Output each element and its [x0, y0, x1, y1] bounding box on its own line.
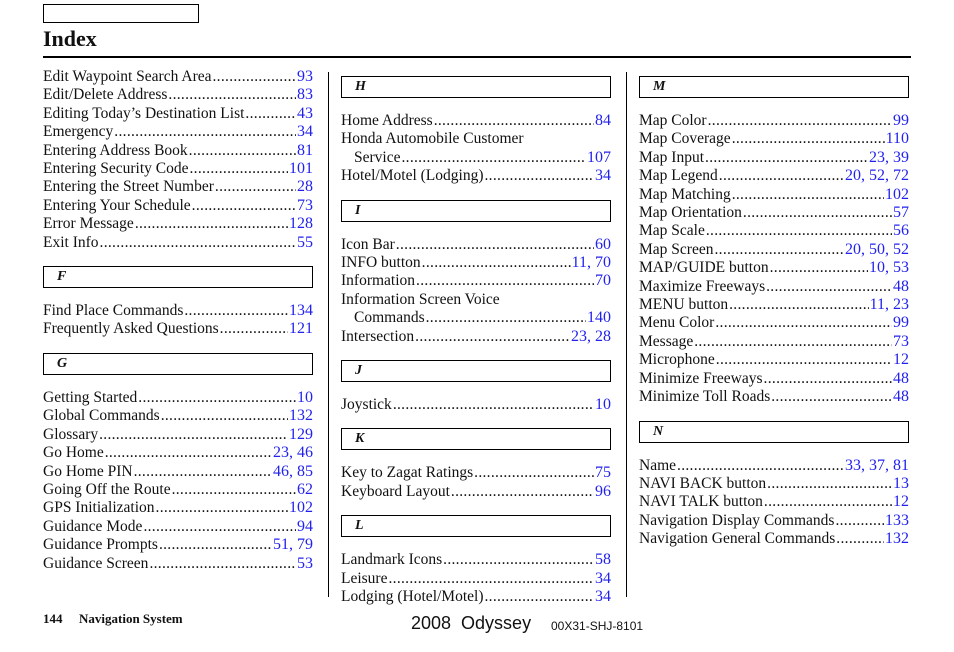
- entry-name: GPS Initialization: [43, 499, 155, 517]
- entry-pages[interactable]: 101: [289, 160, 313, 178]
- entry-name: Commands: [354, 309, 425, 327]
- entry-name: Message: [639, 332, 694, 350]
- entry-pages[interactable]: 57: [893, 204, 909, 222]
- index-entry[interactable]: [43, 463, 313, 481]
- entry-pages[interactable]: 43: [297, 104, 313, 122]
- entry-name: Keyboard Layout: [341, 482, 450, 500]
- entry-pages[interactable]: 99: [893, 112, 909, 129]
- entry-pages[interactable]: 48: [893, 277, 909, 295]
- entry-name: NAVI BACK button: [639, 474, 767, 492]
- section-header-m: M: [639, 76, 909, 98]
- leader-dots: [184, 302, 288, 320]
- index-entry[interactable]: [43, 536, 313, 554]
- index-entry[interactable]: [43, 499, 313, 517]
- index-entry[interactable]: [639, 241, 909, 259]
- index-entry[interactable]: [341, 309, 611, 327]
- leader-dots: [705, 149, 868, 167]
- leader-dots: [714, 241, 844, 259]
- entry-pages[interactable]: 20, 50, 52: [845, 240, 909, 258]
- index-entry[interactable]: [639, 333, 909, 351]
- entry-pages[interactable]: 93: [297, 68, 313, 85]
- index-entry[interactable]: [639, 130, 909, 148]
- entry-name: Map Screen: [639, 240, 714, 258]
- entry-name: Emergency: [43, 123, 114, 141]
- entry-name: MENU button: [639, 296, 729, 314]
- entry-pages[interactable]: 58: [595, 551, 611, 569]
- index-entry[interactable]: [341, 464, 611, 482]
- index-entry[interactable]: [43, 320, 313, 338]
- leader-dots: [99, 426, 288, 444]
- entry-name: Name: [639, 456, 677, 474]
- leader-dots: [426, 309, 586, 327]
- entry-name: Map Legend: [639, 167, 718, 185]
- entry-pages[interactable]: 134: [289, 302, 313, 320]
- leader-dots: [764, 370, 892, 388]
- leader-dots: [443, 551, 594, 569]
- entry-name: Leisure: [341, 569, 388, 587]
- leader-dots: [213, 68, 297, 86]
- entry-name: Go Home PIN: [43, 462, 133, 480]
- entry-pages[interactable]: 10: [297, 388, 313, 406]
- entry-name: Go Home: [43, 444, 104, 462]
- entry-pages[interactable]: 83: [297, 86, 313, 104]
- section-header-f: F: [43, 266, 313, 288]
- leader-dots: [215, 178, 296, 196]
- entry-pages[interactable]: 10, 53: [869, 259, 909, 277]
- entry-name: Entering Security Code: [43, 160, 189, 178]
- footer-model: 2008 Odyssey: [411, 613, 532, 633]
- entry-pages[interactable]: 23, 46: [273, 444, 313, 462]
- entry-name: Service: [354, 148, 401, 166]
- index-entry[interactable]: [43, 426, 313, 444]
- leader-dots: [388, 570, 594, 588]
- index-entry[interactable]: [639, 314, 909, 332]
- leader-dots: [190, 160, 289, 178]
- index-entry[interactable]: [43, 68, 313, 86]
- entry-name: Exit Info: [43, 233, 99, 251]
- leader-dots: [485, 167, 595, 185]
- entry-name: Intersection: [341, 327, 415, 345]
- entry-name: Editing Today’s Destination List: [43, 104, 245, 122]
- entry-name: Guidance Mode: [43, 517, 143, 535]
- entry-pages[interactable]: 55: [297, 233, 313, 251]
- index-entry[interactable]: [43, 142, 313, 160]
- index-entry[interactable]: [341, 272, 611, 290]
- index-entry[interactable]: [43, 123, 313, 141]
- leader-dots: [143, 518, 296, 536]
- index-entry[interactable]: [639, 278, 909, 296]
- entry-pages[interactable]: 51, 79: [273, 536, 313, 554]
- section-header-h: H: [341, 76, 611, 98]
- leader-dots: [401, 149, 586, 167]
- entry-pages[interactable]: 46, 85: [273, 462, 313, 480]
- entry-name: Home Address: [341, 112, 433, 129]
- entry-name: Guidance Screen: [43, 554, 149, 572]
- entry-pages[interactable]: 12: [893, 493, 909, 511]
- entry-pages[interactable]: 20, 52, 72: [845, 167, 909, 185]
- entry-name: Edit/Delete Address: [43, 86, 168, 104]
- entry-name: Global Commands: [43, 407, 160, 425]
- index-entry[interactable]: [639, 149, 909, 167]
- leader-dots: [485, 588, 595, 606]
- leader-dots: [192, 197, 296, 215]
- entry-name: Entering Your Schedule: [43, 196, 191, 214]
- index-entry[interactable]: [639, 388, 909, 406]
- entry-pages[interactable]: 70: [595, 272, 611, 290]
- entry-pages[interactable]: 34: [595, 588, 611, 606]
- entry-name: Landmark Icons: [341, 551, 443, 569]
- leader-dots: [220, 320, 288, 338]
- index-entry[interactable]: [639, 457, 909, 475]
- leader-dots: [835, 512, 884, 530]
- entry-name: Edit Waypoint Search Area: [43, 68, 212, 85]
- leader-dots: [766, 278, 892, 296]
- entry-pages[interactable]: 56: [893, 222, 909, 240]
- entry-pages[interactable]: 73: [297, 196, 313, 214]
- entry-pages[interactable]: 34: [595, 167, 611, 185]
- entry-name: Hotel/Motel (Lodging): [341, 167, 484, 185]
- leader-dots: [743, 204, 892, 222]
- entry-pages[interactable]: 10: [595, 396, 611, 414]
- entry-pages[interactable]: 11, 70: [571, 254, 611, 272]
- index-entry[interactable]: [639, 222, 909, 240]
- index-entry[interactable]: [43, 234, 313, 252]
- entry-name: Entering Address Book: [43, 141, 188, 159]
- leader-dots: [156, 499, 288, 517]
- entry-pages[interactable]: 107: [587, 148, 611, 166]
- section-header-g: G: [43, 353, 313, 375]
- entry-pages[interactable]: 12: [893, 351, 909, 369]
- leader-dots: [770, 259, 868, 277]
- footer-page-number: 144: [43, 611, 63, 626]
- entry-pages[interactable]: 75: [595, 464, 611, 482]
- entry-name: Maximize Freeways: [639, 277, 766, 295]
- index-column-3: [639, 68, 909, 549]
- entry-pages[interactable]: 99: [893, 314, 909, 332]
- entry-pages[interactable]: 34: [297, 123, 313, 141]
- index-entry[interactable]: [341, 149, 611, 167]
- entry-pages[interactable]: 53: [297, 554, 313, 572]
- footer-system-name: Navigation System: [79, 611, 183, 626]
- entry-name: Honda Automobile Customer: [341, 130, 524, 148]
- index-entry[interactable]: [43, 389, 313, 407]
- entry-name: NAVI TALK button: [639, 493, 763, 511]
- leader-dots: [729, 296, 868, 314]
- entry-name: Information Screen Voice: [341, 290, 500, 308]
- title-rule: [43, 56, 911, 58]
- entry-pages[interactable]: 94: [297, 517, 313, 535]
- entry-name: Map Matching: [639, 185, 731, 203]
- index-entry[interactable]: [639, 512, 909, 530]
- index-entry[interactable]: [341, 167, 611, 185]
- leader-dots: [105, 444, 272, 462]
- entry-name: Map Scale: [639, 222, 705, 240]
- entry-pages[interactable]: 102: [885, 185, 909, 203]
- entry-name: Navigation General Commands: [639, 530, 836, 548]
- leader-dots: [767, 475, 892, 493]
- entry-pages[interactable]: 73: [893, 332, 909, 350]
- entry-pages[interactable]: 132: [885, 530, 909, 548]
- page-title: Index: [43, 26, 97, 51]
- leader-dots: [422, 254, 571, 272]
- leader-dots: [172, 481, 296, 499]
- index-entry[interactable]: [43, 555, 313, 573]
- entry-pages[interactable]: 48: [893, 388, 909, 406]
- leader-dots: [708, 112, 892, 130]
- entry-pages[interactable]: 128: [289, 215, 313, 233]
- leader-dots: [134, 463, 272, 481]
- leader-dots: [393, 396, 594, 414]
- entry-name: Microphone: [639, 351, 715, 369]
- entry-name: Menu Color: [639, 314, 715, 332]
- entry-name: Error Message: [43, 215, 134, 233]
- entry-pages[interactable]: 48: [893, 369, 909, 387]
- leader-dots: [474, 464, 594, 482]
- entry-pages[interactable]: 34: [595, 569, 611, 587]
- entry-name: Lodging (Hotel/Motel): [341, 588, 484, 606]
- index-entry[interactable]: [639, 167, 909, 185]
- leader-dots: [100, 234, 296, 252]
- entry-name: Joystick: [341, 396, 392, 414]
- leader-dots: [434, 112, 594, 130]
- entry-pages[interactable]: 102: [289, 499, 313, 517]
- entry-pages[interactable]: 23, 28: [571, 327, 611, 345]
- entry-name: Information: [341, 272, 416, 290]
- index-column-1: [43, 68, 313, 573]
- entry-pages[interactable]: 129: [289, 425, 313, 443]
- entry-pages[interactable]: 13: [893, 474, 909, 492]
- entry-name: Going Off the Route: [43, 480, 171, 498]
- index-entry[interactable]: [43, 105, 313, 123]
- leader-dots: [415, 328, 570, 346]
- leader-dots: [168, 86, 296, 104]
- leader-dots: [694, 333, 892, 351]
- index-entry[interactable]: [639, 351, 909, 369]
- index-entry[interactable]: [43, 518, 313, 536]
- entry-name: Minimize Freeways: [639, 369, 763, 387]
- index-entry[interactable]: [341, 254, 611, 272]
- leader-dots: [719, 167, 844, 185]
- index-entry[interactable]: [639, 493, 909, 511]
- index-entry[interactable]: [43, 407, 313, 425]
- entry-name: INFO button: [341, 254, 421, 272]
- entry-pages[interactable]: 110: [885, 130, 909, 148]
- index-entry[interactable]: [341, 328, 611, 346]
- entry-name: MAP/GUIDE button: [639, 259, 769, 277]
- index-entry[interactable]: [341, 112, 611, 130]
- leader-dots: [771, 388, 892, 406]
- index-entry[interactable]: [43, 481, 313, 499]
- entry-pages[interactable]: 133: [885, 511, 909, 529]
- entry-pages[interactable]: 28: [297, 178, 313, 196]
- section-header-n: N: [639, 421, 909, 443]
- entry-pages[interactable]: 23, 39: [869, 148, 909, 166]
- index-entry[interactable]: [43, 178, 313, 196]
- index-entry[interactable]: [639, 259, 909, 277]
- section-header-l: L: [341, 515, 611, 537]
- entry-name: Getting Started: [43, 388, 138, 406]
- leader-dots: [149, 555, 296, 573]
- entry-name: Navigation Display Commands: [639, 511, 835, 529]
- index-entry[interactable]: [341, 551, 611, 569]
- leader-dots: [706, 222, 892, 240]
- leader-dots: [715, 314, 892, 332]
- entry-pages[interactable]: 60: [595, 235, 611, 253]
- entry-name: Map Input: [639, 148, 705, 166]
- section-header-i: I: [341, 200, 611, 222]
- leader-dots: [764, 493, 892, 511]
- leader-dots: [189, 142, 296, 160]
- index-entry[interactable]: [43, 86, 313, 104]
- index-entry[interactable]: [639, 370, 909, 388]
- entry-pages[interactable]: 132: [289, 407, 313, 425]
- leader-dots: [836, 530, 884, 548]
- index-entry[interactable]: [639, 296, 909, 314]
- index-entry[interactable]: [341, 483, 611, 501]
- leader-dots: [114, 123, 296, 141]
- entry-pages[interactable]: 62: [297, 480, 313, 498]
- leader-dots: [416, 272, 594, 290]
- leader-dots: [245, 105, 296, 123]
- index-entry[interactable]: [639, 112, 909, 130]
- entry-name: Minimize Toll Roads: [639, 388, 771, 406]
- entry-pages[interactable]: 140: [587, 309, 611, 327]
- column-divider: [328, 72, 329, 597]
- entry-pages[interactable]: 81: [297, 141, 313, 159]
- leader-dots: [161, 407, 288, 425]
- column-divider: [626, 72, 627, 597]
- entry-name: Map Orientation: [639, 204, 742, 222]
- section-header-k: K: [341, 428, 611, 450]
- index-entry[interactable]: [43, 444, 313, 462]
- leader-dots: [396, 236, 594, 254]
- index-entry[interactable]: [639, 204, 909, 222]
- footer-code: 00X31-SHJ-8101: [551, 619, 644, 633]
- index-entry[interactable]: [341, 588, 611, 606]
- entry-name: Icon Bar: [341, 235, 395, 253]
- entry-name: Guidance Prompts: [43, 536, 158, 554]
- index-entry[interactable]: [43, 197, 313, 215]
- entry-name: Glossary: [43, 425, 99, 443]
- entry-name: Map Coverage: [639, 130, 731, 148]
- leader-dots: [732, 130, 885, 148]
- leader-dots: [135, 215, 288, 233]
- entry-pages[interactable]: 11, 23: [869, 296, 909, 314]
- leader-dots: [159, 536, 272, 554]
- leader-dots: [451, 483, 594, 501]
- index-entry[interactable]: [43, 160, 313, 178]
- index-entry[interactable]: [639, 475, 909, 493]
- entry-name: Find Place Commands: [43, 302, 184, 320]
- leader-dots: [677, 457, 844, 475]
- leader-dots: [716, 351, 892, 369]
- index-entry[interactable]: [341, 570, 611, 588]
- index-column-2: [341, 68, 611, 607]
- leader-dots: [732, 186, 884, 204]
- index-entry[interactable]: [43, 215, 313, 233]
- section-header-j: J: [341, 360, 611, 382]
- entry-pages[interactable]: 33, 37, 81: [845, 456, 909, 474]
- entry-pages[interactable]: 121: [289, 320, 313, 338]
- header-box: [43, 4, 199, 23]
- entry-name: Map Color: [639, 112, 707, 129]
- index-entry[interactable]: [43, 302, 313, 320]
- entry-name: Frequently Asked Questions: [43, 320, 219, 338]
- index-entry[interactable]: [341, 396, 611, 414]
- entry-pages[interactable]: 84: [595, 112, 611, 129]
- entry-pages[interactable]: 96: [595, 482, 611, 500]
- index-entry[interactable]: [639, 530, 909, 548]
- leader-dots: [138, 389, 296, 407]
- entry-name: Key to Zagat Ratings: [341, 464, 474, 482]
- entry-name: Entering the Street Number: [43, 178, 214, 196]
- index-entry[interactable]: [639, 186, 909, 204]
- index-entry[interactable]: [341, 236, 611, 254]
